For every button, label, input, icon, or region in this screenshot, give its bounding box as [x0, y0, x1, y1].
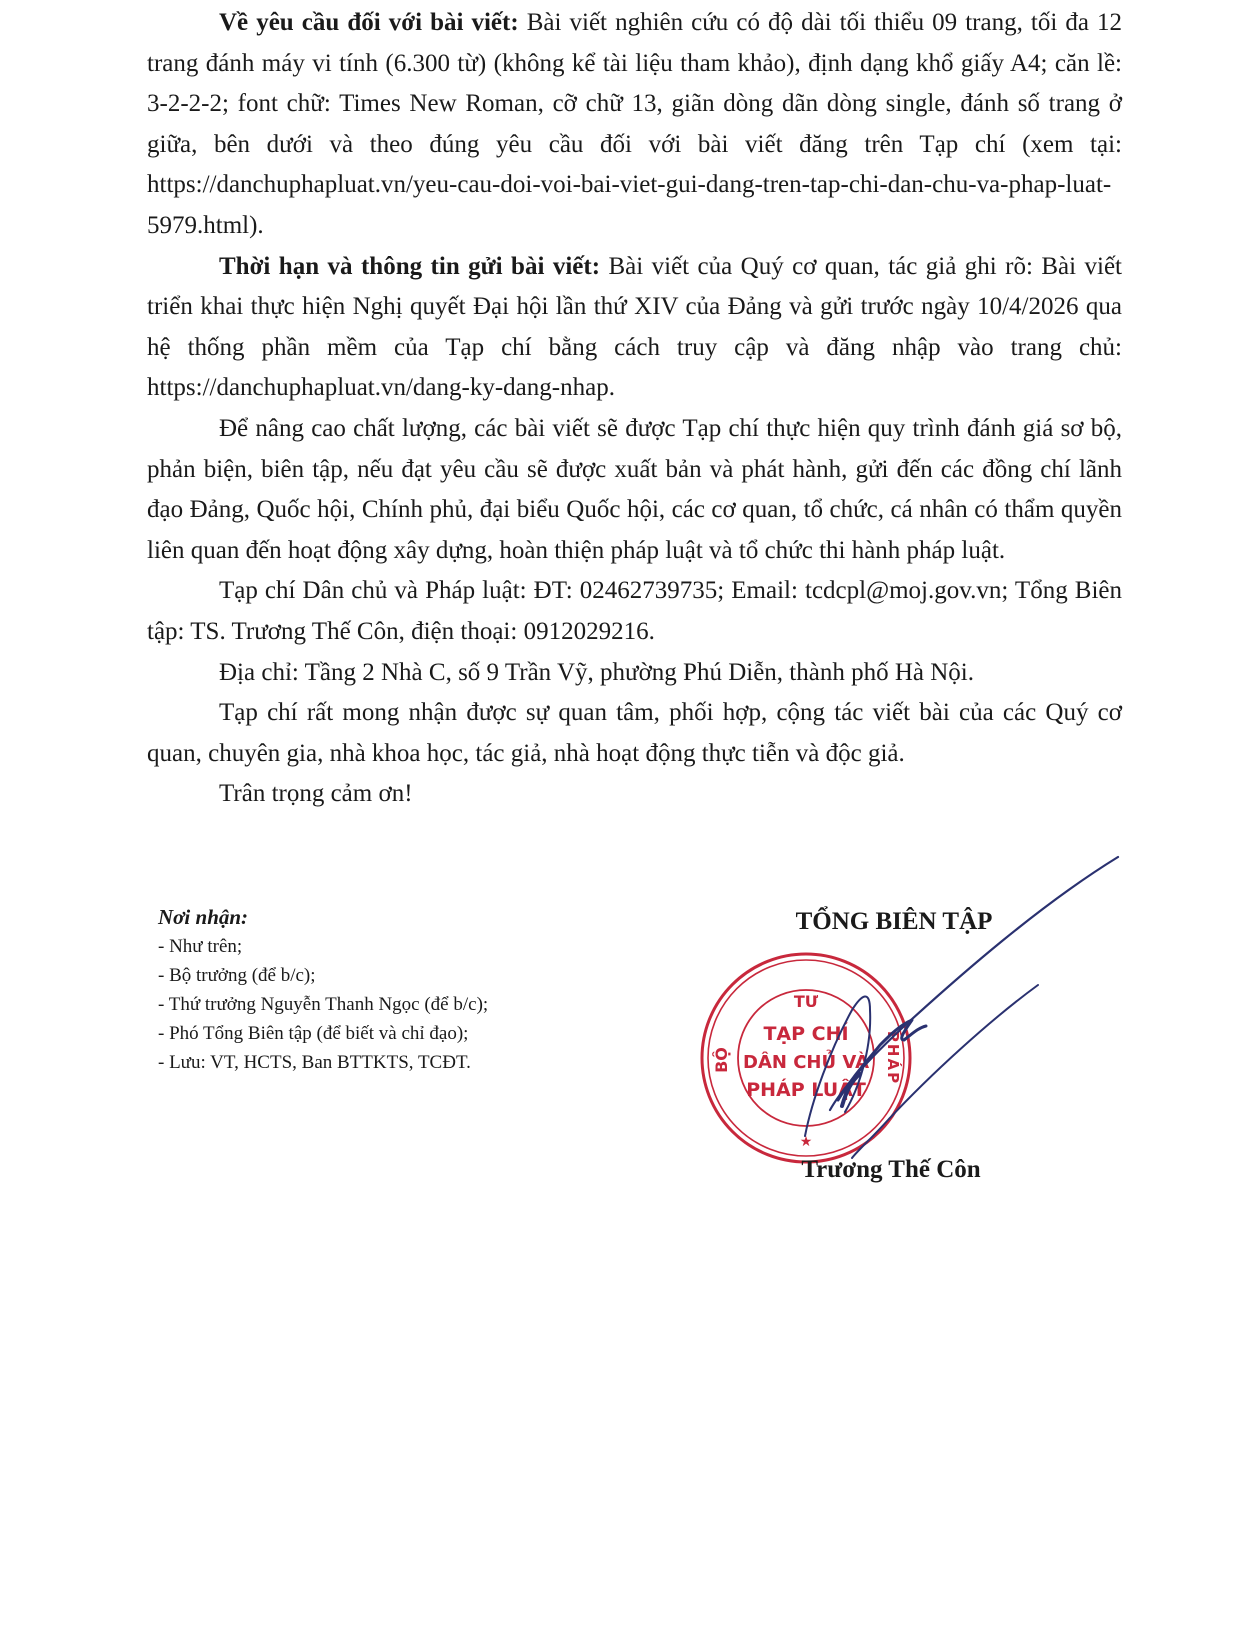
recipient-item: - Như trên;: [158, 936, 243, 957]
stamp-top-arc: TƯ: [793, 992, 819, 1011]
signature-title: TỔNG BIÊN TẬP: [795, 908, 993, 935]
paragraph-text: Bài viết của Quý cơ quan, tác giả ghi rõ: Bài viết triển khai thực hiện Nghị quyết Đại hội lần thứ XIV của Đảng và gửi trước ngày 10/4/2026 qua hệ thống phần mềm của Tạp chí bằng cách truy cập và đăng nhập vào trang chủ: https://danchuphapluat.vn/dang-ky-dang-nhap.: [147, 252, 1122, 402]
recipient-item: - Lưu: VT, HCTS, Ban BTTKTS, TCĐT.: [158, 1052, 471, 1073]
paragraph-text: Tạp chí Dân chủ và Pháp luật: ĐT: 02462739735; Email: tcdcpl@moj.gov.vn; Tổng Biên tập: TS. Trương Thế Côn, điện thoại: 0912029216.: [147, 577, 1122, 645]
stamp-line-1: TẠP CHÍ: [763, 1023, 849, 1045]
letter-body: [147, 3, 1122, 815]
paragraph-quality-process: [147, 409, 1122, 571]
paragraph-closing: [147, 774, 1122, 815]
paragraph-deadline: [147, 247, 1122, 409]
paragraph-invitation: [147, 693, 1122, 774]
paragraph-address: [147, 653, 1122, 694]
stamp-right-arc: PHÁP: [884, 1030, 902, 1086]
signer-name: Trương Thế Côn: [801, 1156, 981, 1183]
paragraph-text: Trân trọng cảm ơn!: [219, 780, 413, 808]
recipients-heading: Nơi nhận:: [158, 905, 249, 929]
stamp-line-2: DÂN CHỦ VÀ: [743, 1052, 869, 1073]
paragraph-contact: [147, 571, 1122, 652]
paragraph-lead: Thời hạn và thông tin gửi bài viết:: [219, 252, 601, 280]
paragraph-article-requirements: [147, 3, 1122, 247]
recipient-item: - Phó Tổng Biên tập (để biết và chỉ đạo);: [158, 1023, 469, 1044]
stamp-line-3: PHÁP LUẬT: [746, 1079, 866, 1101]
stamp-left-arc: BỘ: [712, 1047, 731, 1073]
stamp-icon: [702, 954, 910, 1162]
recipient-item: - Bộ trưởng (để b/c);: [158, 965, 316, 986]
paragraph-text: Tạp chí rất mong nhận được sự quan tâm, phối hợp, cộng tác viết bài của các Quý cơ quan, chuyên gia, nhà khoa học, tác giả, nhà hoạt động thực tiễn và độc giả.: [147, 699, 1122, 767]
paragraph-text: Địa chỉ: Tầng 2 Nhà C, số 9 Trần Vỹ, phường Phú Diễn, thành phố Hà Nội.: [219, 658, 974, 686]
paragraph-text: Bài viết nghiên cứu có độ dài tối thiểu 09 trang, tối đa 12 trang đánh máy vi tính (6.300 từ) (không kể tài liệu tham khảo), định dạng khổ giấy A4; căn lề: 3-2-2-2; font chữ: Times New Roman, cỡ chữ 13, giãn dòng dãn dòng single, đánh số trang ở giữa, bên dưới và theo đúng yêu cầu đối với bài viết đăng trên Tạp chí (xem tại: https://danchuphapluat.vn/yeu-cau-doi-voi-bai-viet-gui-dang-tren-tap-chi-dan-chu-va-phap-luat-5979.html).: [147, 9, 1123, 239]
paragraph-text: Để nâng cao chất lượng, các bài viết sẽ được Tạp chí thực hiện quy trình đánh giá sơ bộ, phản biện, biên tập, nếu đạt yêu cầu sẽ được xuất bản và phát hành, gửi đến các đồng chí lãnh đạo Đảng, Quốc hội, Chính phủ, đại biểu Quốc hội, các cơ quan, tổ chức, cá nhân có thẩm quyền liên quan đến hoạt động xây dựng, hoàn thiện pháp luật và tổ chức thi hành pháp luật.: [147, 414, 1122, 564]
star-icon: ★: [799, 1134, 813, 1150]
paragraph-lead: Về yêu cầu đối với bài viết:: [219, 9, 519, 36]
recipients-block: [158, 902, 488, 1077]
recipient-item: - Thứ trưởng Nguyễn Thanh Ngọc (để b/c);: [158, 994, 489, 1015]
